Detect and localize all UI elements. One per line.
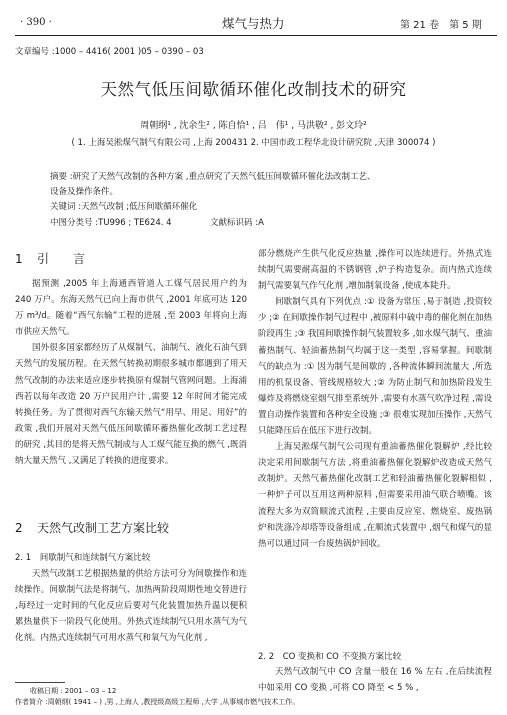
received-date: 收稿日期 : 2001 – 03 – 12 [30,687,117,695]
paper-title: 天然气低压间歇循环催化改制技术的研究 [100,80,407,99]
section-2-number: 2 [15,521,23,535]
subsection-2-2-body [258,664,492,696]
footnote-rule [15,682,65,683]
section-1-title: 引 言 [37,252,86,266]
header-rule [15,35,497,36]
abstract-line-2: 设备及操作条件。 [50,187,119,197]
abstract-line-1: 摘要 :研究了天然气改制的各种方案 ,重点研究了天然气低压间歇循环催化法改制工艺、 [50,172,376,182]
section-1-heading [15,250,85,267]
running-header [0,0,507,38]
paragraph: 据预测 ,2005 年上海通西管道人工煤气居民用户约为 240 万户。东海天然气已向上海市供气 ,2001 年底可达 120 万 m³/d。随着“西气东输”工程的进展 ,至 2003 年将向上海市供应天然气。 [15,279,247,338]
right-column-body [258,246,492,552]
subsection-2-2-heading: 2. 2 CO 变换和 CO 不变换方案比较 [258,652,402,662]
paragraph: 国外很多国家都经历了从煤制气、油制气、液化石油气到天然气的发展历程。在天然气转换初期很多城市都遇到了用天然气改制的办法来适应逐步转换原有煤制气管网问题。上海浦西若以每年改造 20 万户民用户计 ,需要 12 年时间才能完成转换任务。为了贯彻对西气东输天然气“用早、用足、用好”的政策 ,我们开展对天然气低压间歇循环蓄热催化改制工艺过程的研究 ,其目的是将天然气制成与人工煤气能互换的燃气 ,既消纳大量天然气 ,又满足了转换的进度要求。 [15,343,247,467]
paragraph: 天然气改制气中 CO 含量一般在 16 % 左右 ,在后续流程中如采用 CO 变换 ,可将 CO 降至 < 5 % , [258,667,492,694]
section-2-heading [15,519,169,536]
paragraph: 间歇制气具有下列优点 :① 设备为常压 ,易于制造 ,投资较少 ;② 在间歇操作制气过程中 ,被原料中硫中毒的催化剂在加热阶段再生 ;③ 我国间歇操作制气装置较多 ,如水煤气制气、重油蓄热制气、轻油蓄热制气均属于这一类型 ,容易掌握。间歇制气的缺点为 :① 因为制气是间歇的 ,各种流体瞬间流量大 ,所选用的机泵设备、管线规格较大 ;② 为防止制气和加热阶段发生爆炸及将燃烧室烟气排至系统外 ,需要有水蒸气吹净过程 ,需设置自动操作装置和各种安全设施 ;③ 很难实现加压操作 ,天然气只能降压后在低压下进行改制。 [258,297,492,437]
section-1-body [15,276,247,469]
clc-number: 中图分类号 :TU996 ; TE624. 4 [50,218,172,228]
paragraph: 上海吴淞煤气制气公司现有重油蓄热催化裂解炉 ,经比较决定采用间歇制气方法 ,将重油蓄热催化裂解炉改造成天然气改制炉。天然气蓄热催化改制工艺和轻油蓄热催化裂解相似 ,一种炉子可以互用这两种原料 ,但需要采用油气联合喷嘴。该流程大多为双筒顺流式流程 ,主要由反应室、燃烧室、废热锅炉和洗涤冷却塔等设备组成 ,在顺流式装置中 ,烟气和煤气的显热可以通过同一台废热锅炉回收。 [258,442,492,549]
journal-name: 煤气与热力 [222,16,285,31]
article-number: 文章编号 :1000 – 4416( 2001 )05 – 0390 – 03 [15,47,204,57]
issue-info: 第 21 卷 第 5 期 [400,20,482,31]
subsection-2-1-heading: 2. 1 间歇制气和连续制气方案比较 [15,553,151,563]
subsection-2-1-body [15,566,247,646]
author-list: 周朝纲¹ , 沈余生² , 陈自恰¹ , 吕 伟¹ , 马洪敬² , 彭文玲² [140,121,367,131]
section-2-title: 天然气改制工艺方案比较 [37,521,170,535]
paragraph: 部分燃烧产生供气化反应热量 ,操作可以连续进行。外热式连续制气需要耐高温的不锈钢管 ,炉子构造复杂。而内热式连续制气需要氧气作气化剂 ,增加制氧设备 ,使成本陡升。 [258,249,492,292]
keywords: 关键词 :天然气改制 ;低压间歇循环催化 [50,202,198,212]
affiliation: ( 1. 上海吴淞煤气制气有限公司 ,上海 200431 2. 中国市政工程华北设计研究院 ,天津 300074 ) [71,138,436,148]
author-bio: 作者简介 :周朝纲( 1941 – ) ,男 ,上海人 ,教授级高级工程师 ,大学 ,从事城市燃气技术工作。 [15,698,300,706]
section-1-number: 1 [15,252,23,266]
document-code: 文献标识码 :A [210,218,264,228]
page-number: · 390 · [20,17,52,28]
paragraph: 天然气改制工艺根据热量的供给方法可分为间歇操作和连续操作。间歇制气法是将制气、加热两阶段周期性地交替进行 ,每经过一定时间的气化反应后要对气化装置加热升温以便积累热量供下一阶段气化使用。外热式连续制气只用水蒸气为气化剂。内热式连续制气可用水蒸气和氧气为气化剂 , [15,569,247,644]
